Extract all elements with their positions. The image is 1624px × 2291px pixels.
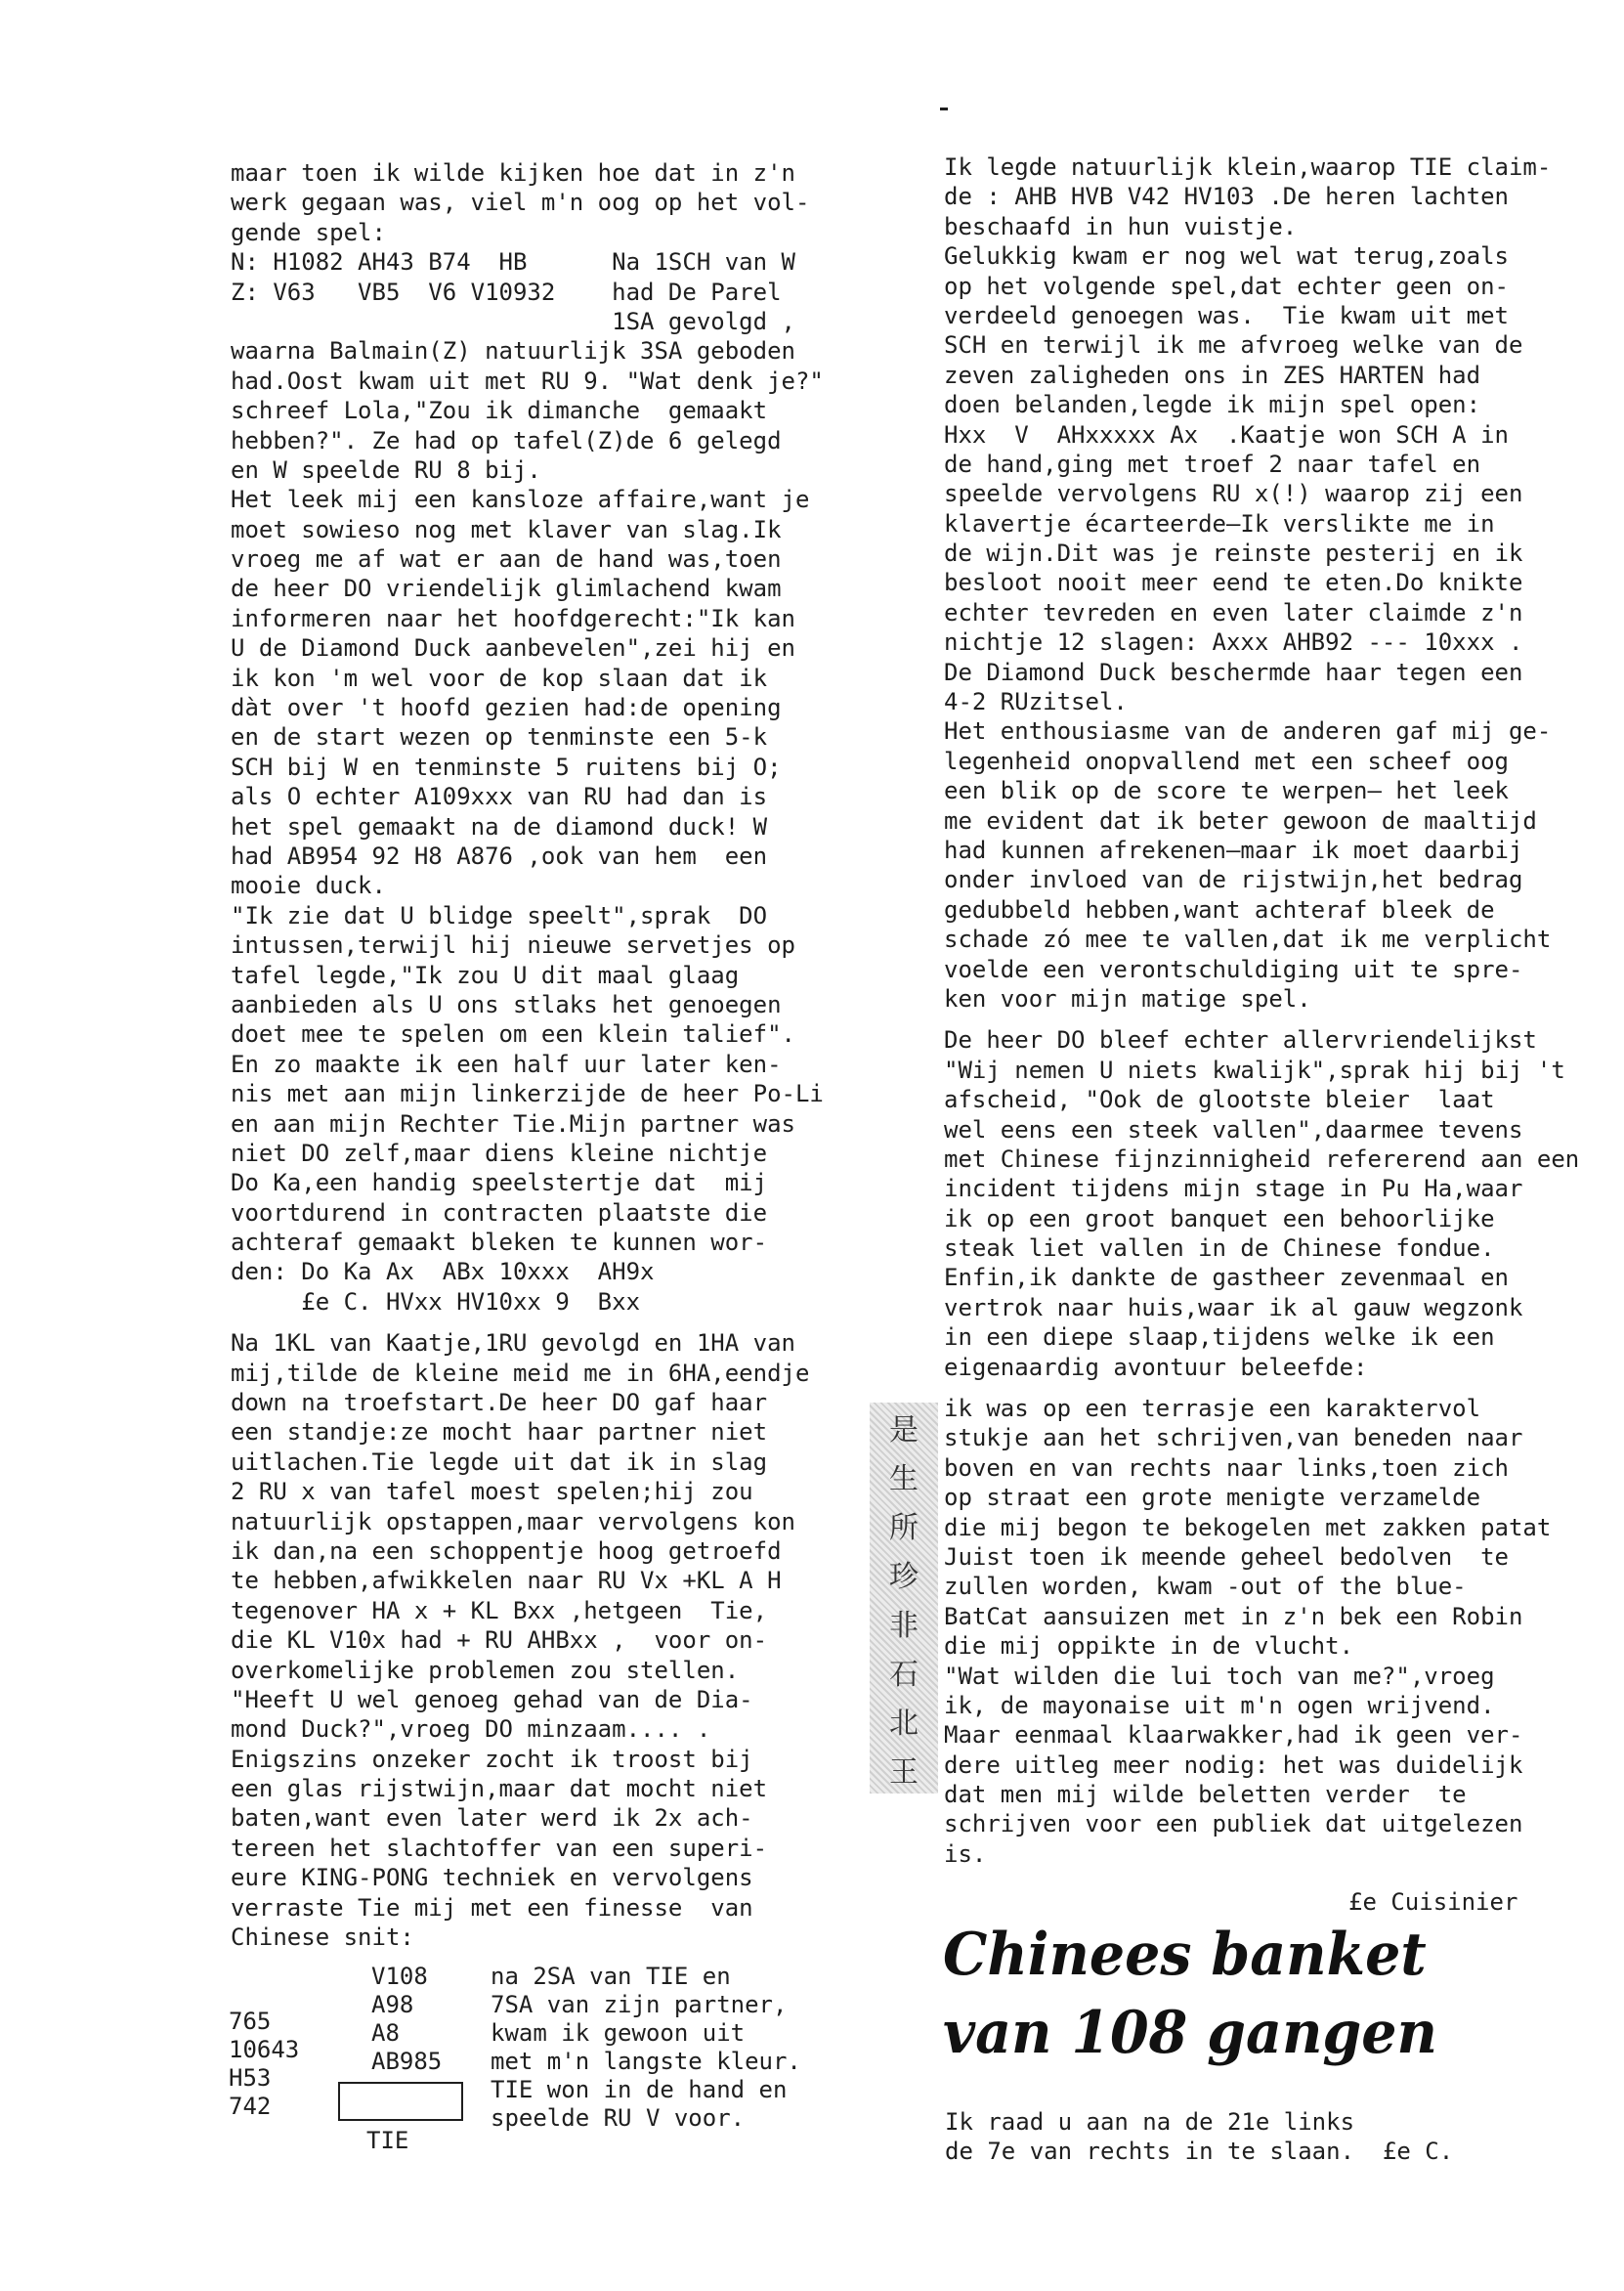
text-line: Het leek mij een kansloze affaire,want je (231, 486, 810, 514)
north-card-line: V108 (371, 1963, 428, 1990)
text-line: de hand,ging met troef 2 naar tafel en (944, 450, 1481, 478)
note-line: speelde RU V voor. (491, 2104, 746, 2132)
text-line: BatCat aansuizen met in z'n bek een Robin (944, 1602, 1523, 1630)
text-line: waarna Balmain(Z) natuurlijk 3SA geboden (231, 337, 795, 366)
text-line: schrijven voor een publiek dat uitgelezen (944, 1810, 1523, 1838)
seal-character: 所 (889, 1511, 919, 1545)
text-line: mond Duck?",vroeg DO minzaam.... . (231, 1715, 711, 1744)
text-line: die mij begon te bekogelen met zakken patat (944, 1513, 1552, 1541)
west-card-line: 765 (229, 2008, 272, 2035)
text-line: Enigszins onzeker zocht ik troost bij (231, 1745, 753, 1773)
text-line: den: Do Ka Ax ABx 10xxx AH9x (231, 1258, 655, 1286)
text-line: beschaafd in hun vuistje. (944, 212, 1298, 240)
text-line: de wijn.Dit was je reinste pesterij en ik (944, 540, 1523, 568)
sub-line: de 7e van rechts in te slaan. £e C. (945, 2138, 1454, 2165)
seal-character: 生 (889, 1462, 919, 1496)
west-card-line: 742 (229, 2093, 272, 2120)
text-line: is. (944, 1839, 987, 1868)
text-line: Juist toen ik meende geheel bedolven te (944, 1542, 1509, 1571)
text-line: te hebben,afwikkelen naar RU Vx +KL A H (231, 1567, 782, 1595)
text-line: legenheid onopvallend met een scheef oog (944, 747, 1509, 775)
text-line: onder invloed van de rijstwijn,het bedrag (944, 866, 1523, 894)
text-line: intussen,terwijl hij nieuwe servetjes op (231, 931, 795, 960)
sub-line: Ik raad u aan na de 21e links (945, 2108, 1355, 2136)
text-line: En zo maakte ik een half uur later ken- (231, 1050, 782, 1078)
text-line: Z: V63 VB5 V6 V10932 had De Parel (231, 278, 782, 306)
text-line: dat men mij wilde beletten verder te (944, 1781, 1467, 1809)
left-column (231, 158, 824, 1952)
text-line: doet mee te spelen om een klein talief". (231, 1020, 795, 1049)
seal-character: 北 (889, 1707, 919, 1741)
text-line: het spel gemaakt na de diamond duck! W (231, 812, 768, 841)
text-line: tereen het slachtoffer van een superi- (231, 1834, 768, 1862)
west-card-line: H53 (229, 2064, 272, 2092)
text-line: werk gegaan was, viel m'n oog op het vol- (231, 189, 810, 217)
text-line: doen belanden,legde ik mijn spel open: (944, 391, 1481, 419)
text-line: 1SA gevolgd , (231, 307, 795, 335)
text-line: overkomelijke problemen zou stellen. (231, 1656, 740, 1684)
seal-character: 是 (889, 1413, 919, 1448)
text-line: Het enthousiasme van de anderen gaf mij ge- (944, 717, 1552, 746)
paragraph-gap (231, 1317, 824, 1328)
text-line: eigenaardig avontuur beleefde: (944, 1353, 1368, 1381)
text-line: afscheid, "Ook de glootste bleier laat (944, 1086, 1495, 1114)
text-line: de : AHB HVB V42 HV103 .De heren lachten (944, 183, 1509, 211)
seal-character: 石 (889, 1658, 919, 1692)
north-card-line: A8 (371, 2019, 400, 2047)
text-line: dàt over 't hoofd gezien had:de opening (231, 694, 782, 722)
note-line: 7SA van zijn partner, (491, 1991, 788, 2018)
text-line: natuurlijk opstappen,maar vervolgens kon (231, 1507, 795, 1535)
text-line: vroeg me af wat er aan de hand was,toen (231, 545, 782, 574)
seal-character: 非 (889, 1609, 919, 1643)
diagram-note (491, 1963, 801, 2133)
text-line: steak liet vallen in de Chinese fondue. (944, 1234, 1495, 1263)
text-line: op straat een grote menigte verzamelde (944, 1484, 1481, 1512)
text-line: mooie duck. (231, 872, 386, 900)
text-line: ik was op een terrasje een karaktervol (944, 1395, 1481, 1423)
text-line: als O echter A109xxx van RU had dan is (231, 783, 768, 811)
south-label: TIE (366, 2127, 409, 2154)
note-line: kwam ik gewoon uit (491, 2019, 746, 2047)
text-line: tegenover HA x + KL Bxx ,hetgeen Tie, (231, 1596, 768, 1624)
paragraph-gap (944, 1014, 1579, 1025)
text-line: "Ik zie dat U blidge speelt",sprak DO (231, 901, 768, 929)
text-line: moet sowieso nog met klaver van slag.Ik (231, 515, 782, 543)
text-line: wel eens een steek vallen",daarmee tevens (944, 1115, 1523, 1144)
text-line: ken voor mijn matige spel. (944, 984, 1311, 1013)
text-line: en W speelde RU 8 bij. (231, 455, 541, 484)
headline-line-1: Chinees banket (943, 1921, 1427, 1989)
text-line: informeren naar het hoofdgerecht:"Ik kan (231, 604, 795, 632)
text-line: 4-2 RUzitsel. (944, 688, 1128, 716)
north-hand (371, 1963, 442, 2076)
text-line: op het volgende spel,dat echter geen on- (944, 272, 1509, 300)
text-line: zullen worden, kwam -out of the blue- (944, 1573, 1467, 1601)
text-line: schreef Lola,"Zou ik dimanche gemaakt (231, 397, 768, 425)
text-line: Do Ka,een handig speelstertje dat mij (231, 1169, 768, 1197)
right-column (944, 152, 1579, 1869)
text-line: Na 1KL van Kaatje,1RU gevolgd en 1HA van (231, 1329, 795, 1358)
text-line: ik op een groot banquet een behoorlijke (944, 1204, 1495, 1232)
text-line: had kunnen afrekenen—maar ik moet daarbij (944, 836, 1523, 864)
text-line: mij,tilde de kleine meid me in 6HA,eendje (231, 1359, 810, 1387)
text-line: ik, de mayonaise uit m'n ogen wrijvend. (944, 1691, 1495, 1719)
headline-line-2: van 108 gangen (943, 1999, 1437, 2067)
text-line: besloot nooit meer eend te eten.Do knikte (944, 569, 1523, 597)
text-line: had AB954 92 H8 A876 ,ook van hem een (231, 842, 768, 870)
text-line: achteraf gemaakt bleken te kunnen wor- (231, 1229, 768, 1257)
north-card-line: AB985 (371, 2048, 443, 2075)
text-line: Hxx V AHxxxxx Ax .Kaatje won SCH A in (944, 420, 1509, 449)
note-line: met m'n langste kleur. (491, 2048, 801, 2075)
text-line: stukje aan het schrijven,van beneden naar (944, 1424, 1523, 1452)
west-hand (229, 2008, 299, 2121)
text-line: voelde een verontschuldiging uit te spre- (944, 955, 1523, 983)
table-box (338, 2082, 463, 2121)
west-card-line: 10643 (229, 2036, 300, 2063)
text-line: maar toen ik wilde kijken hoe dat in z'n (231, 159, 795, 187)
text-line: in een diepe slaap,tijdens welke ik een (944, 1323, 1495, 1352)
text-line: baten,want even later werd ik 2x ach- (231, 1804, 753, 1833)
text-line: De Diamond Duck beschermde haar tegen een (944, 658, 1523, 686)
text-line: N: H1082 AH43 B74 HB Na 1SCH van W (231, 248, 795, 277)
text-line: incident tijdens mijn stage in Pu Ha,waar (944, 1175, 1523, 1203)
text-line: SCH en terwijl ik me afvroeg welke van de (944, 331, 1523, 360)
text-line: nichtje 12 slagen: Axxx AHB92 --- 10xxx . (944, 628, 1523, 657)
text-line: Enfin,ik dankte de gastheer zevenmaal en (944, 1264, 1509, 1292)
note-line: TIE won in de hand en (491, 2076, 788, 2103)
text-line: nis met aan mijn linkerzijde de heer Po-Li (231, 1080, 824, 1108)
text-line: die mij oppikte in de vlucht. (944, 1632, 1354, 1661)
text-line: een glas rijstwijn,maar dat mocht niet (231, 1775, 768, 1803)
text-line: 2 RU x van tafel moest spelen;hij zou (231, 1478, 753, 1506)
text-line: Ik legde natuurlijk klein,waarop TIE claim- (944, 153, 1552, 181)
text-line: ik dan,na een schoppentje hoog getroefd (231, 1536, 782, 1565)
text-line: ik kon 'm wel voor de kop slaan dat ik (231, 664, 768, 692)
text-line: de heer DO vriendelijk glimlachend kwam (231, 575, 782, 603)
text-line: gedubbeld hebben,want achteraf bleek de (944, 895, 1495, 924)
bridge-diagram (225, 1945, 831, 2160)
text-line: speelde vervolgens RU x(!) waarop zij een (944, 480, 1523, 508)
text-line: dere uitleg meer nodig: het was duidelijk (944, 1751, 1523, 1779)
chinese-seal-strip (870, 1403, 938, 1794)
text-line: boven en van rechts naar links,toen zich (944, 1453, 1509, 1482)
text-line: verdeeld genoegen was. Tie kwam uit met (944, 301, 1509, 329)
text-line: "Wat wilden die lui toch van me?",vroeg (944, 1662, 1495, 1690)
text-line: een standje:ze mocht haar partner niet (231, 1418, 768, 1447)
text-line: De heer DO bleef echter allervriendelijkst (944, 1026, 1537, 1055)
text-line: SCH bij W en tenminste 5 ruitens bij O; (231, 753, 782, 781)
text-line: en de start wezen op tenminste een 5-k (231, 723, 768, 752)
text-line: hebben?". Ze had op tafel(Z)de 6 gelegd (231, 426, 782, 454)
seal-character: 王 (889, 1755, 919, 1790)
text-line: met Chinese fijnzinnigheid refererend aan een (944, 1145, 1580, 1173)
text-line: echter tevreden en even later claimde z'n (944, 598, 1523, 627)
text-line: Chinese snit: (231, 1924, 414, 1952)
text-line: uitlachen.Tie legde uit dat ik in slag (231, 1448, 768, 1476)
seal-character: 珍 (889, 1560, 919, 1594)
note-line: na 2SA van TIE en (491, 1963, 731, 1990)
text-line: aanbieden als U ons stlaks het genoegen (231, 990, 782, 1018)
text-line: eure KING-PONG techniek en vervolgens (231, 1864, 753, 1892)
text-line: Gelukkig kwam er nog wel wat terug,zoals (944, 242, 1509, 271)
text-line: schade zó mee te vallen,dat ik me verplicht (944, 926, 1552, 954)
text-line: verraste Tie mij met een finesse van (231, 1893, 753, 1922)
page-mark (940, 108, 948, 110)
north-card-line: A98 (371, 1991, 414, 2018)
text-line: een blik op de score te werpen— het leek (944, 777, 1509, 805)
text-line: en aan mijn Rechter Tie.Mijn partner was (231, 1109, 795, 1138)
paragraph-gap (944, 1382, 1579, 1394)
text-line: die KL V10x had + RU AHBxx , voor on- (231, 1626, 768, 1655)
text-line: vertrok naar huis,waar ik al gauw wegzonk (944, 1293, 1523, 1321)
signature: £e Cuisinier (1348, 1888, 1518, 1916)
text-line: gende spel: (231, 218, 386, 246)
text-line: tafel legde,"Ik zou U dit maal glaag (231, 961, 740, 989)
text-line: me evident dat ik beter gewoon de maaltijd (944, 806, 1537, 835)
text-line: niet DO zelf,maar diens kleine nichtje (231, 1139, 768, 1167)
text-line: U de Diamond Duck aanbevelen",zei hij en (231, 634, 795, 663)
text-line: £e C. HVxx HV10xx 9 Bxx (231, 1287, 641, 1316)
text-line: Maar eenmaal klaarwakker,had ik geen ver- (944, 1721, 1523, 1750)
text-line: voortdurend in contracten plaatste die (231, 1198, 768, 1227)
text-line: "Heeft U wel genoeg gehad van de Dia- (231, 1685, 753, 1713)
text-line: zeven zaligheden ons in ZES HARTEN had (944, 361, 1481, 389)
text-line: had.Oost kwam uit met RU 9. "Wat denk je?" (231, 367, 824, 395)
text-line: down na troefstart.De heer DO gaf haar (231, 1389, 768, 1417)
text-line: "Wij nemen U niets kwalijk",sprak hij bij 't (944, 1056, 1565, 1084)
headline-clipping (943, 1916, 1549, 2165)
text-line: klavertje écarteerde—Ik verslikte me in (944, 509, 1495, 538)
clipping-subtext (945, 2107, 1453, 2166)
